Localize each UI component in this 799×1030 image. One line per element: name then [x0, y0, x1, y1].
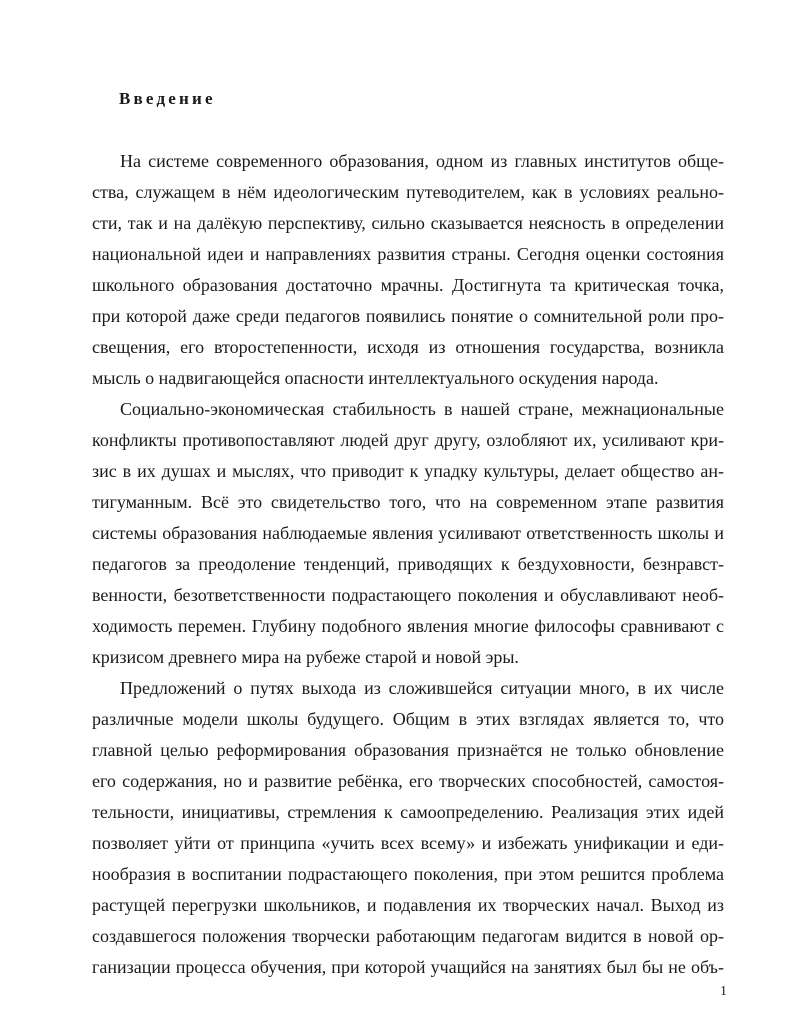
- paragraph-1: [92, 146, 724, 394]
- text-line: венности, безответственности подрастающего поколения и обуславливают необ-: [92, 585, 724, 605]
- text-line: Социально-экономическая стабильность в нашей стране, межнациональные: [120, 399, 724, 419]
- body-text: [92, 146, 724, 983]
- text-line: нообразия в воспитании подрастающего поколения, при этом решится проблема: [92, 864, 724, 884]
- text-line: растущей перегрузки школьников, и подавления их творческих начал. Выход из: [92, 895, 724, 915]
- text-line: его содержания, но и развитие ребёнка, его творческих способностей, самостоя-: [92, 771, 724, 791]
- paragraph-3: [92, 673, 724, 983]
- text-line: сти, так и на далёкую перспективу, сильно сказывается неясность в определении: [92, 213, 724, 233]
- text-line: при которой даже среди педагогов появились понятие о сомнительной роли про-: [92, 306, 724, 326]
- text-line: тигуманным. Всё это свидетельство того, что на современном этапе развития: [92, 492, 724, 512]
- text-line: кризисом древнего мира на рубеже старой и новой эры.: [92, 647, 519, 667]
- text-line: различные модели школы будущего. Общим в этих взглядах является то, что: [92, 709, 724, 729]
- text-line: ходимость перемен. Глубину подобного явления многие философы сравнивают с: [92, 616, 724, 636]
- page-number: 1: [720, 984, 727, 999]
- text-line: позволяет уйти от принципа «учить всех всему» и избежать унификации и еди-: [92, 833, 724, 853]
- text-line: главной целью реформирования образования признаётся не только обновление: [92, 740, 724, 760]
- text-line: школьного образования достаточно мрачны. Достигнута та критическая точка,: [92, 275, 724, 295]
- paragraph-2: [92, 394, 724, 673]
- section-heading: Введение: [119, 89, 216, 108]
- text-line: свещения, его второстепенности, исходя из отношения государства, возникла: [92, 337, 724, 357]
- text-line: национальной идеи и направлениях развития страны. Сегодня оценки состояния: [92, 244, 724, 264]
- text-line: зис в их душах и мыслях, что приводит к упадку культуры, делает общество ан-: [92, 461, 724, 481]
- text-line: мысль о надвигающейся опасности интеллектуального оскудения народа.: [92, 368, 659, 388]
- text-line: тельности, инициативы, стремления к самоопределению. Реализация этих идей: [92, 802, 724, 822]
- text-line: системы образования наблюдаемые явления усиливают ответственность школы и: [92, 523, 724, 543]
- text-line: Предложений о путях выхода из сложившейся ситуации много, в их числе: [120, 678, 724, 698]
- text-line: ства, служащем в нём идеологическим путеводителем, как в условиях реально-: [92, 182, 724, 202]
- text-line: На системе современного образования, одном из главных институтов обще-: [120, 151, 724, 171]
- text-line: создавшегося положения творчески работающим педагогам видится в новой ор-: [92, 926, 724, 946]
- text-line: конфликты противопоставляют людей друг другу, озлобляют их, усиливают кри-: [92, 430, 724, 450]
- text-line: педагогов за преодоление тенденций, приводящих к бездуховности, безнравст-: [92, 554, 724, 574]
- text-line: ганизации процесса обучения, при которой учащийся на занятиях был бы не объ-: [92, 957, 724, 977]
